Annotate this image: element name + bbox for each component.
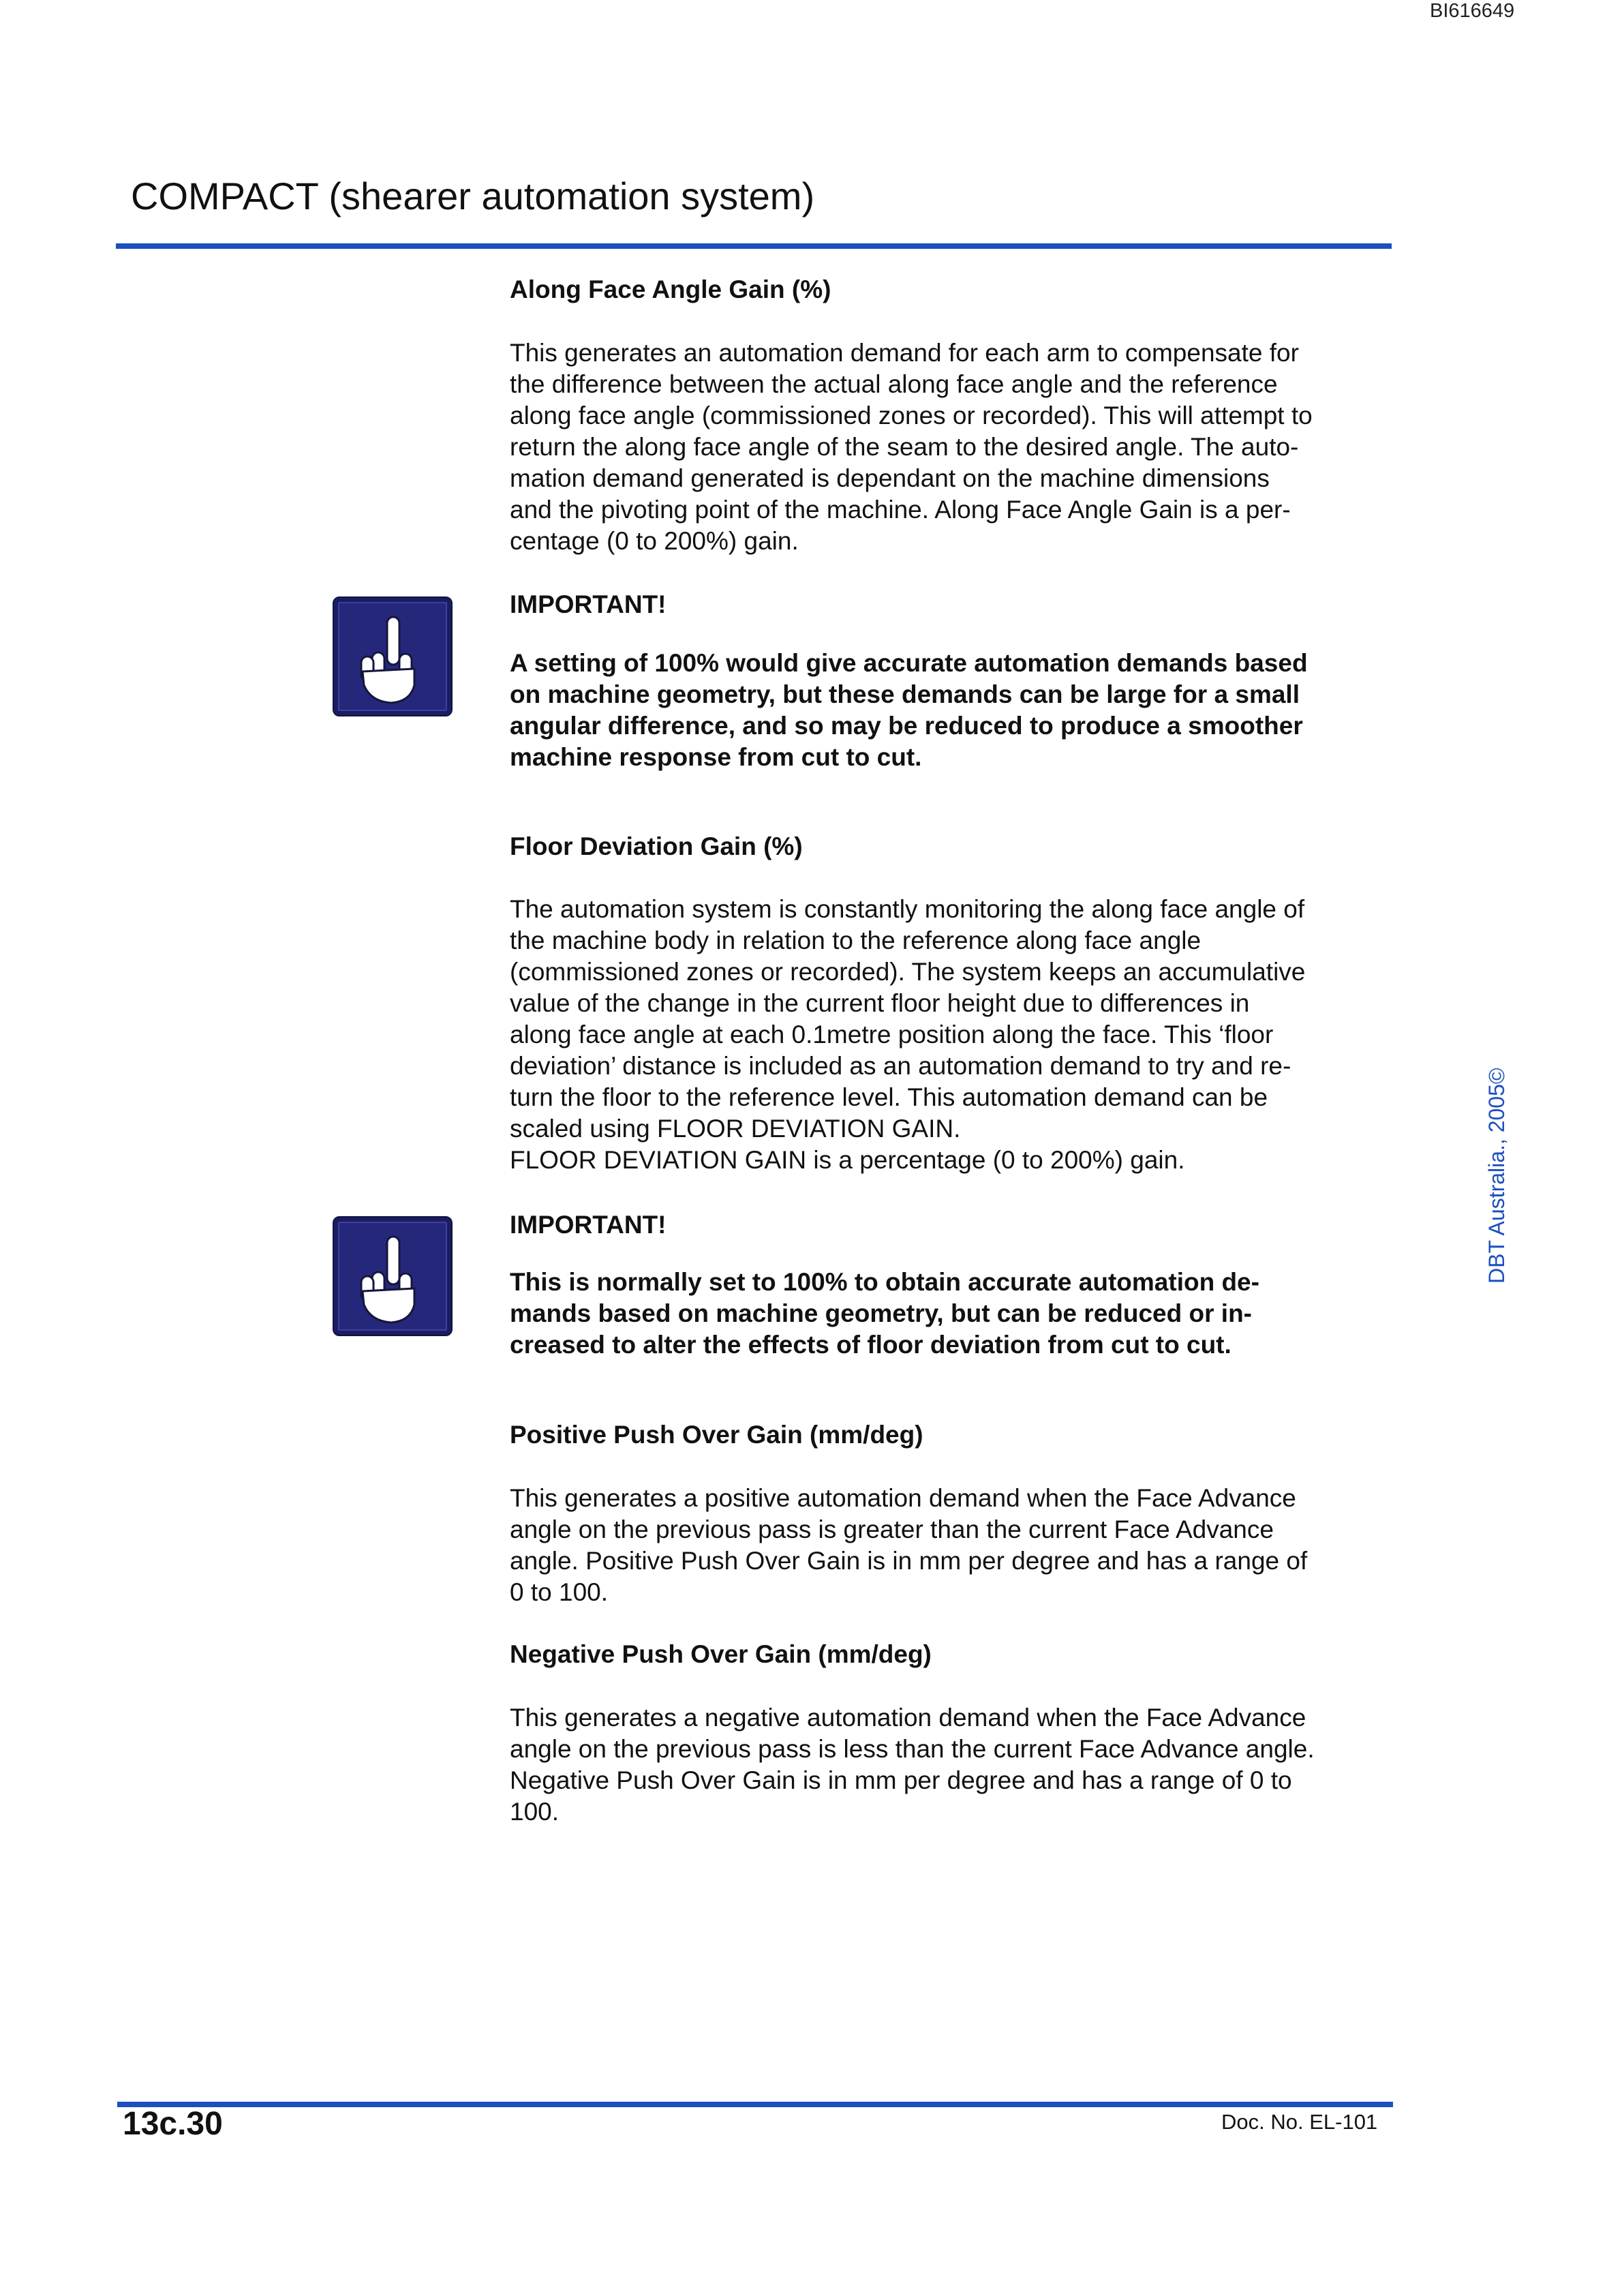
text-line: 100. [510, 1798, 560, 1826]
important-label: IMPORTANT! [510, 1211, 667, 1239]
footer-rule [117, 2102, 1393, 2107]
text-line: and the pivoting point of the machine. Along Face Angle Gain is a per- [510, 496, 1291, 524]
text-line: mation demand generated is dependant on the machine dimensions [510, 464, 1270, 492]
text-line: Negative Push Over Gain is in mm per degree and has a range of 0 to [510, 1766, 1292, 1794]
text-line: on machine geometry, but these demands can be large for a small [510, 680, 1300, 708]
text-line: the difference between the actual along face angle and the reference [510, 370, 1278, 398]
important-label: IMPORTANT! [510, 590, 667, 618]
document-id: BI616649 [1430, 0, 1515, 22]
pointing-hand-icon [333, 1216, 453, 1336]
section-heading-floor-deviation-gain: Floor Deviation Gain (%) [510, 832, 803, 860]
text-line: machine response from cut to cut. [510, 743, 922, 771]
text-line: (commissioned zones or recorded). The system keeps an accumulative [510, 958, 1306, 986]
section-body-along-face-angle-gain [510, 337, 1416, 557]
page-number: 13c.30 [123, 2106, 223, 2142]
section-body-negative-push-over-gain [510, 1702, 1416, 1828]
text-line: 0 to 100. [510, 1578, 609, 1606]
copyright-notice: DBT Australia., 2005© [1484, 1068, 1509, 1284]
text-line: scaled using FLOOR DEVIATION GAIN. [510, 1115, 961, 1143]
text-line: A setting of 100% would give accurate automation demands based [510, 649, 1308, 677]
text-line: centage (0 to 200%) gain. [510, 527, 799, 555]
text-line: deviation’ distance is included as an automation demand to try and re- [510, 1052, 1291, 1080]
section-heading-positive-push-over-gain: Positive Push Over Gain (mm/deg) [510, 1421, 923, 1449]
text-line: angle. Positive Push Over Gain is in mm per degree and has a range of [510, 1547, 1308, 1575]
text-line: FLOOR DEVIATION GAIN is a percentage (0 to 200%) gain. [510, 1146, 1185, 1174]
important-note-body [510, 1267, 1416, 1361]
pointing-hand-icon [333, 596, 453, 716]
section-body-positive-push-over-gain [510, 1483, 1416, 1608]
text-line: angular difference, and so may be reduced to produce a smoother [510, 712, 1303, 740]
page-title: COMPACT (shearer automation system) [131, 175, 815, 217]
text-line: This generates a negative automation demand when the Face Advance [510, 1704, 1306, 1732]
text-line: along face angle at each 0.1metre position along the face. This ‘floor [510, 1021, 1274, 1048]
document-number: Doc. No. EL-101 [1221, 2110, 1378, 2134]
section-body-floor-deviation-gain [510, 894, 1416, 1176]
text-line: The automation system is constantly monitoring the along face angle of [510, 895, 1305, 923]
section-heading-along-face-angle-gain: Along Face Angle Gain (%) [510, 275, 831, 303]
important-note-body [510, 648, 1416, 773]
text-line: This generates a positive automation demand when the Face Advance [510, 1484, 1296, 1512]
section-heading-negative-push-over-gain: Negative Push Over Gain (mm/deg) [510, 1640, 932, 1668]
text-line: return the along face angle of the seam to the desired angle. The auto- [510, 433, 1299, 461]
text-line: angle on the previous pass is less than the current Face Advance angle. [510, 1735, 1315, 1763]
header-rule [116, 243, 1392, 249]
text-line: value of the change in the current floor height due to differences in [510, 989, 1250, 1017]
text-line: creased to alter the effects of floor deviation from cut to cut. [510, 1331, 1231, 1359]
text-line: mands based on machine geometry, but can be reduced or in- [510, 1299, 1252, 1327]
text-line: This is normally set to 100% to obtain accurate automation de- [510, 1268, 1259, 1296]
text-line: This generates an automation demand for each arm to compensate for [510, 339, 1299, 367]
text-line: along face angle (commissioned zones or recorded). This will attempt to [510, 402, 1313, 429]
text-line: turn the floor to the reference level. This automation demand can be [510, 1083, 1268, 1111]
text-line: the machine body in relation to the reference along face angle [510, 926, 1202, 954]
text-line: angle on the previous pass is greater than the current Face Advance [510, 1515, 1274, 1543]
